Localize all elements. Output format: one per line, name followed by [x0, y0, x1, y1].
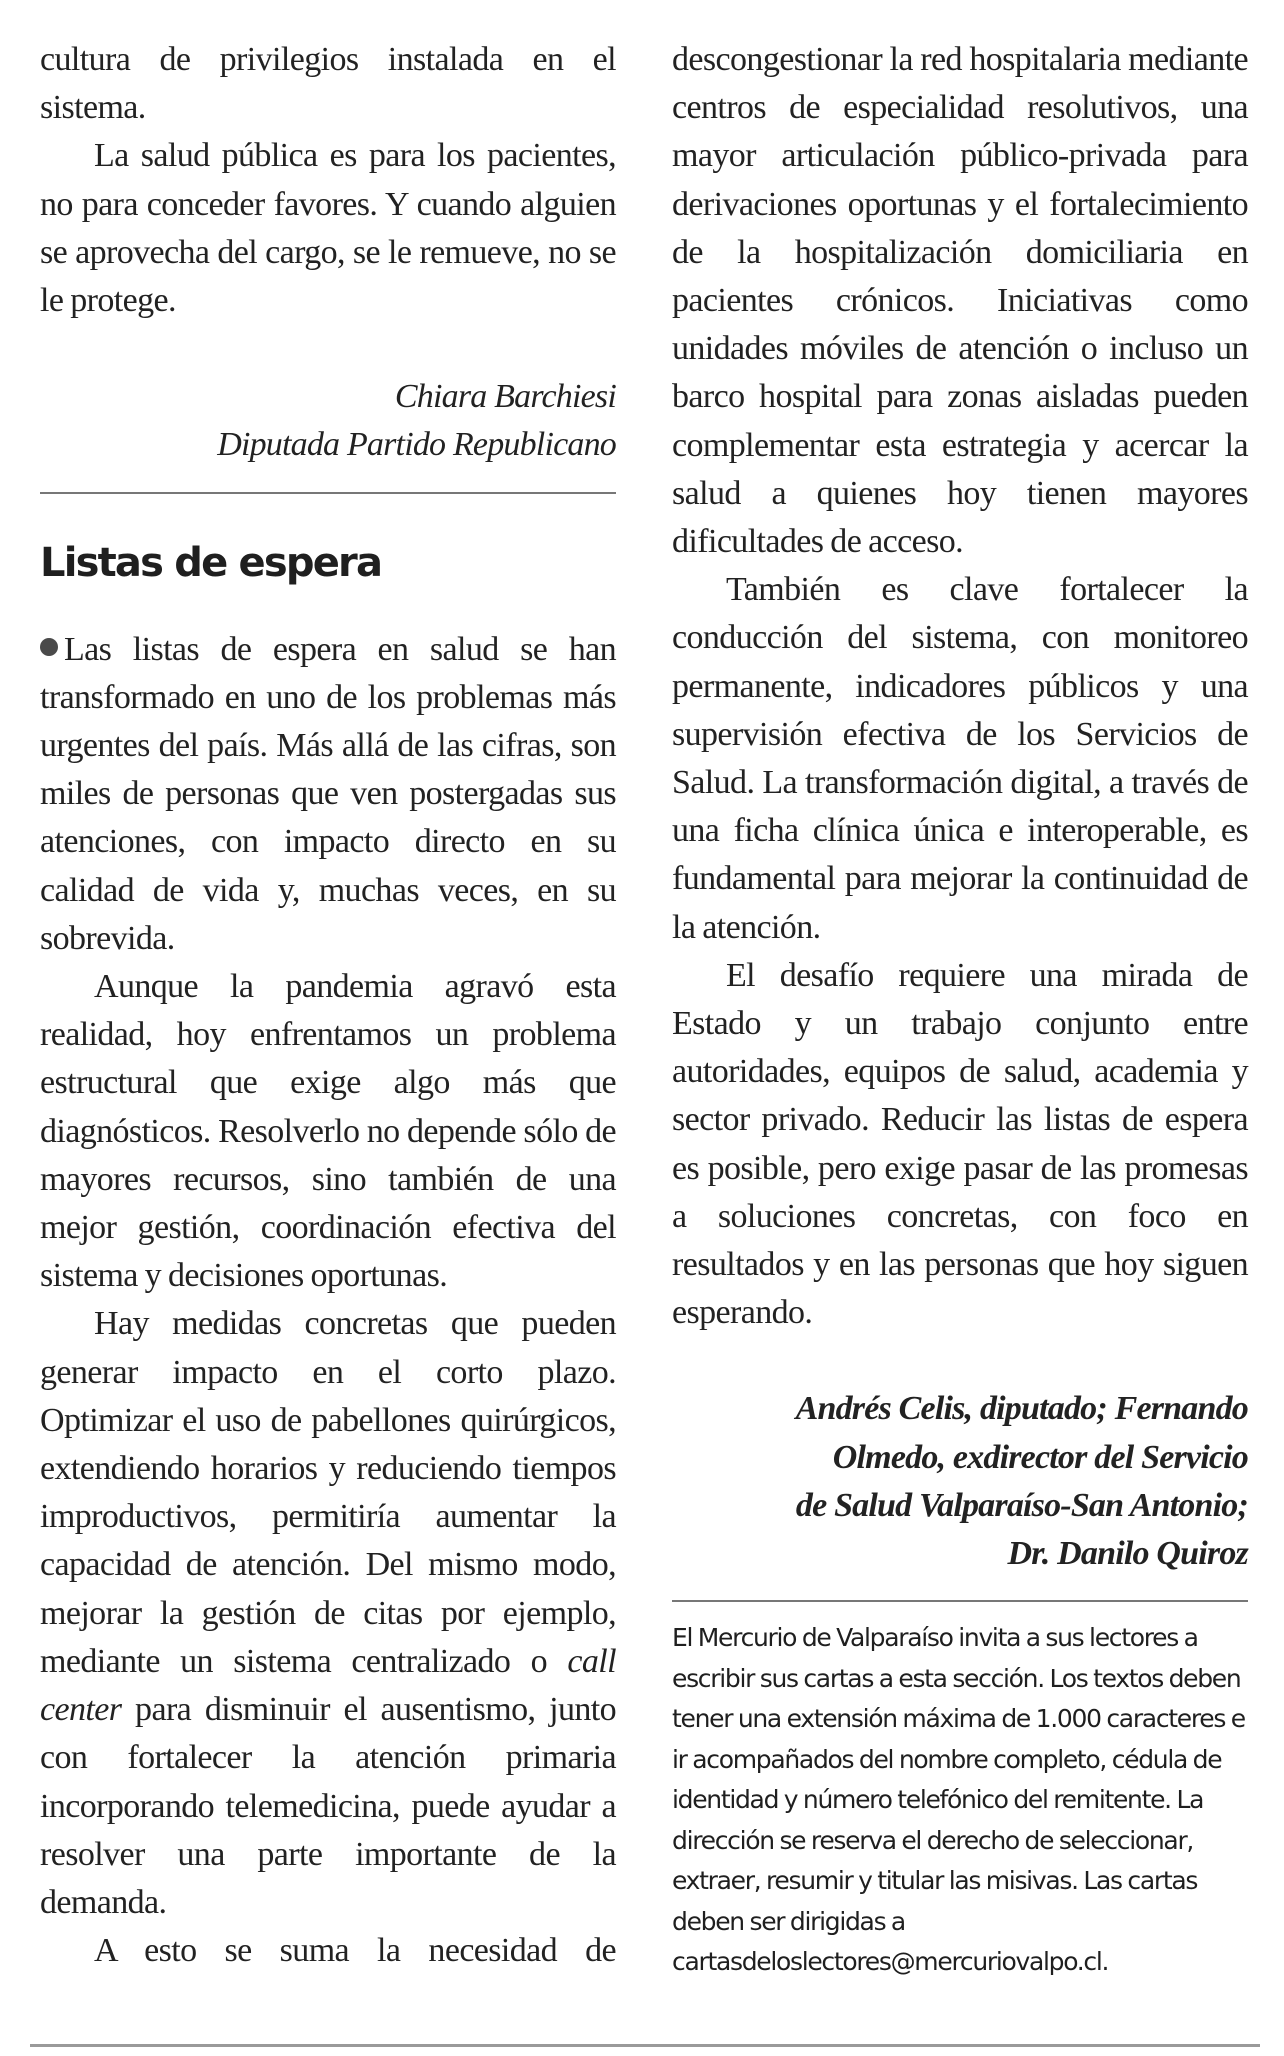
right-column — [672, 36, 1248, 1983]
section-divider — [40, 492, 616, 494]
letter-title: Listas de espera — [40, 539, 382, 586]
editorial-email-link[interactable]: cartasdeloslectores@mercuriovalpo.cl. — [672, 1947, 1109, 1977]
letter-paragraph-1 — [40, 626, 616, 963]
editorial-note-body: El Mercurio de Valparaíso invita a sus lectores a escribir sus cartas a esta sección. Los textos deben tener una extensión máxima de 1.000 caracteres e ir acompañados del nombre completo, cédula de identidad y número telefónico del remitente. La dirección se reserva el derecho de seleccionar, extraer, resumir y titular las misivas. Las cartas deben ser dirigidas a — [672, 1623, 1245, 1936]
letter-paragraph-1-text: Las listas de espera en salud se han transformado en uno de los problemas más urgentes del país. Más allá de las cifras, son miles de personas que ven postergadas sus atenciones, con impacto directo en su calidad de vida y, muchas veces, en su sobrevida. — [40, 630, 616, 957]
letter-paragraph-3-text-end: para disminuir el ausentismo, junto con fortalecer la atención primaria incorporando telemedicina, puede ayudar a resolver una parte importante de la demanda. — [40, 1691, 616, 1921]
letter-paragraph-3 — [40, 1300, 616, 1927]
letter-paragraph-4: A esto se suma la necesidad de — [94, 1932, 616, 1970]
note-divider — [672, 1600, 1248, 1602]
letter-signature-line-2: Olmedo, exdirector del Servicio — [832, 1438, 1248, 1476]
editorial-note — [672, 1618, 1248, 1983]
bullet-icon — [40, 638, 58, 656]
previous-letter-text — [40, 36, 616, 325]
letter-paragraph-3-text-start: Hay medidas concretas que pueden generar impacto en el corto plazo. Optimizar el uso de pabellones quirúrgicos, extendiendo horarios y reduciendo tiempos improductivos, permitiría aumentar la capacidad de atención. Del mismo modo, mejorar la gestión de citas por ejemplo, mediante un sistema centralizado o — [40, 1305, 616, 1680]
previous-letter-paragraph-1: cultura de privilegios instalada en el sistema. — [40, 41, 616, 127]
letter-signature-line-4: Dr. Danilo Quiroz — [1007, 1535, 1248, 1573]
letter-signature-line-1: Andrés Celis, diputado; Fernando — [795, 1390, 1248, 1428]
letter-paragraph-4-continued: descongestionar la red hospitalaria mediante centros de especialidad resolutivos, una mayor articulación público-privada para derivaciones oportunas y el fortalecimiento de la hospitalización domiciliaria en pacientes crónicos. Iniciativas como unidades móviles de atención o incluso un barco hospital para zonas aisladas pueden complementar esta estrategia y acercar la salud a quienes hoy tienen mayores dificultades de acceso. — [672, 41, 1248, 561]
left-column — [40, 36, 616, 1975]
previous-letter-paragraph-2: La salud pública es para los pacientes, no para conceder favores. Y cuando alguien se aprovecha del cargo, se le remueve, no se le protege. — [40, 137, 616, 320]
previous-letter-author-role: Diputada Partido Republicano — [217, 426, 616, 464]
previous-letter-author-name: Chiara Barchiesi — [394, 378, 616, 416]
letter-paragraph-5: También es clave fortalecer la conducción del sistema, con monitoreo permanente, indicadores públicos y una supervisión efectiva de los Servicios de Salud. La transformación digital, a través de una ficha clínica única e interoperable, es fundamental para mejorar la continuidad de la atención. — [672, 571, 1248, 946]
letter-signature-line-3: de Salud Valparaíso-San Antonio; — [795, 1486, 1248, 1524]
call-center-term: call center — [40, 1642, 616, 1729]
letter-paragraph-2: Aunque la pandemia agravó esta realidad, hoy enfrentamos un problema estructural que exige algo más que diagnósticos. Resolverlo no depende sólo de mayores recursos, sino también de una mejor gestión, coordinación efectiva del sistema y decisiones oportunas. — [40, 968, 616, 1295]
letter-paragraph-6: El desafío requiere una mirada de Estado y un trabajo conjunto entre autoridades, equipos de salud, academia y sector privado. Reducir las listas de espera es posible, pero exige pasar de las promesas a soluciones concretas, con foco en resultados y en las personas que hoy siguen esperando. — [672, 956, 1248, 1332]
page-bottom-rule — [30, 2044, 1260, 2047]
letter-text-right — [672, 36, 1248, 1337]
editorial-note-text — [672, 1618, 1248, 1983]
letter-text-left — [40, 626, 616, 1976]
